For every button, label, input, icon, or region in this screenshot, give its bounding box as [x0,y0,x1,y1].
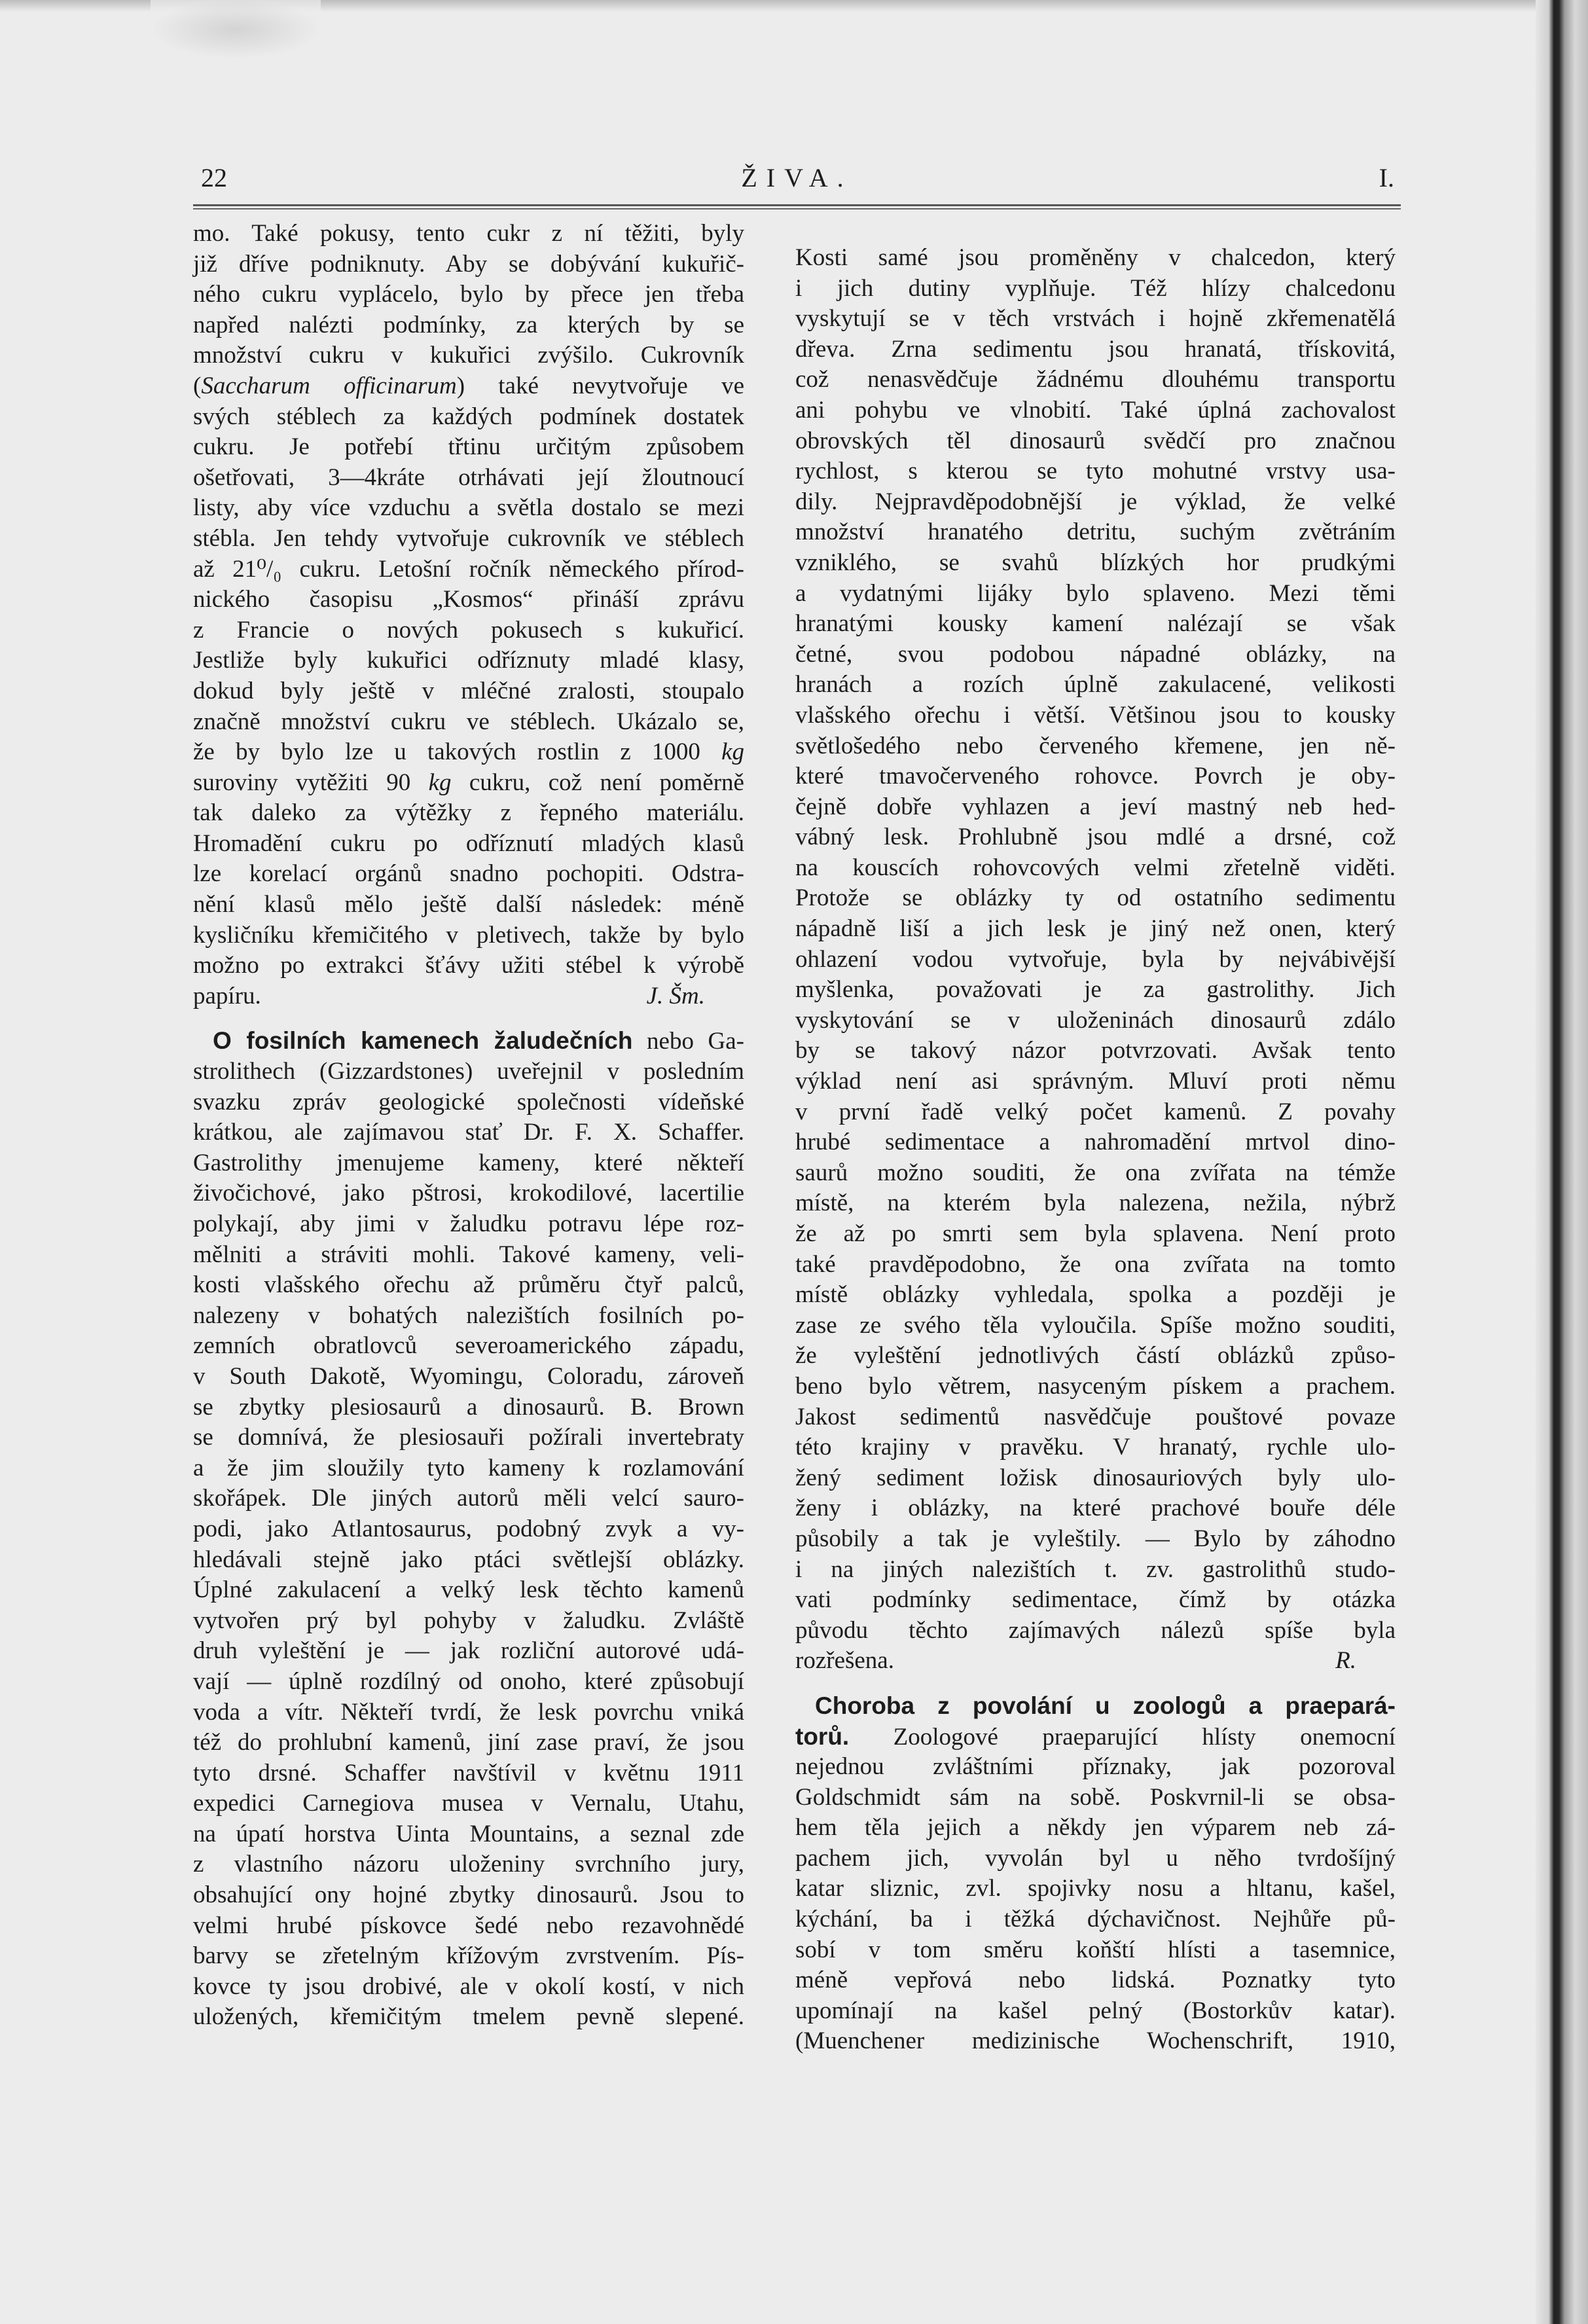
text-line: působily a tak je vyleštily. — Bylo by záhodno [795,1525,1396,1552]
text-line: vzniklého, se svahů blízkých hor prudkými [795,549,1396,576]
text-line: Úplné zakulacení a velký lesk těchto kamenů [193,1576,744,1604]
text-run: ) také nevytvořuje ve [456,372,745,399]
text-run: suroviny vytěžiti 90 [193,769,429,796]
text-line: mělniti a stráviti mohli. Takové kameny, veli- [193,1241,744,1268]
text-line: stébla. Jen tehdy vytvořuje cukrovník ve stéblech [193,524,744,552]
scan-smudge [151,0,321,59]
text-line: mo. Také pokusy, tento cukr z ní těžiti, byly [193,220,744,247]
text-line: strolithech (Gizzardstones) uveřejnil v posledním [193,1058,744,1085]
text-line: čejně dobře vyhlazen a jeví mastný neb hed- [795,793,1396,820]
text-line: vyskytování se v uloženinách dinosaurů zdálo [795,1006,1396,1034]
text-line: expedici Carnegiova musea v Vernalu, Utahu, [193,1790,744,1817]
text-run: rozřešena. [795,1647,894,1675]
text-line: Kosti samé jsou proměněny v chalcedon, který [795,244,1396,271]
text-line: zase ze svého těla vyloučila. Spíše možno souditi, [795,1311,1396,1339]
text-line: také pravděpodobno, že ona zvířata na tomto [795,1250,1396,1278]
text-line: vábný lesk. Prohlubně jsou mdlé a drsné, což [795,824,1396,851]
text-line: obsahující ony hojné zbytky dinosaurů. Jsou to [193,1881,744,1909]
text-line: Gastrolithy jmenujeme kameny, které někteří [193,1149,744,1176]
text-line: vytvořen prý byl pohyby v žaludku. Zvláště [193,1607,744,1634]
text-line: hledávali stejně jako ptáci světlejší oblázky. [193,1546,744,1573]
text-line: Protože se oblázky ty od ostatního sedimentu [795,884,1396,912]
text-line: lze korelací orgánů snadno pochopiti. Odstra- [193,860,744,888]
text-line: na úpatí horstva Uinta Mountains, a seznal zde [193,1820,744,1847]
text-line: skořápek. Dle jiných autorů měli velcí sauro- [193,1485,744,1512]
text-line: by se takový názor potvrzovati. Avšak tento [795,1037,1396,1064]
text-line: místě oblázky vyhledala, spolka a později je [795,1281,1396,1309]
text-line: v první řadě velký počet kamenů. Z povahy [795,1098,1396,1125]
text-line: druh vyleštění je — jak rozliční autorové udá- [193,1637,744,1665]
text-line: vyskytují se v těch vrstvách i hojně zkřemenatělá [795,305,1396,333]
page-number: 22 [201,163,227,192]
text-line: krátkou, ale zajímavou stať Dr. F. X. Schaffer. [193,1119,744,1146]
text-line: beno bylo větrem, nasyceným pískem a prachem. [795,1372,1396,1400]
text-line: se domnívá, že plesiosauři požírali invertebraty [193,1424,744,1451]
text-line: zemních obratlovců severoamerického západu, [193,1332,744,1360]
text-line: nického časopisu „Kosmos“ přináší zprávu [193,586,744,613]
text-line: nalezeny v bohatých nalezištích fosilních po- [193,1301,744,1329]
text-line: které tmavočerveného rohovce. Povrch je oby- [795,763,1396,790]
header-double-rule [193,204,1401,209]
scan-right-edge [1536,0,1588,2324]
text-line: značně množství cukru ve stéblech. Ukázalo se, [193,708,744,735]
italic-term: kg [428,769,452,796]
journal-title: ŽIVA. [741,163,853,192]
text-line: vlašského ořechu i větší. Většinou jsou to kousky [795,701,1396,729]
text-line: až 21⁰/₀ cukru. Letošní ročník německého přírod- [193,555,744,583]
text-line: voda a vítr. Někteří tvrdí, že lesk povrchu vniká [193,1698,744,1726]
text-run: papíru. [193,982,261,1009]
text-line [193,737,744,768]
text-line: světlošedého nebo červeného křemene, jen ně- [795,732,1396,759]
text-line: vají — úplně rozdílný od onoho, které způsobují [193,1667,744,1695]
article-heading: Choroba z povolání u zoologů a praepará- [815,1692,1396,1719]
text-line: a že jim sloužily tyto kameny k rozlamování [193,1454,744,1481]
article-heading: O fosilních kamenech žaludečních [213,1027,633,1055]
text-line: výklad není asi správným. Mluví proti němu [795,1068,1396,1095]
text-line: katar sliznic, zvl. spojivky nosu a hltanu, kašel, [795,1875,1396,1902]
text-line: též do prohlubní kamenů, jiní zase praví, že jsou [193,1729,744,1756]
text-line: což nenasvědčuje žádnému dlouhému transportu [795,366,1396,393]
text-line: nění klasů mělo ještě další následek: méně [193,891,744,918]
text-run: že by bylo lze u takových rostlin z 1000 [193,738,722,766]
text-line [795,1646,1396,1677]
text-line [193,981,744,1012]
text-line [795,1691,1396,1722]
text-run: nebo Ga- [632,1028,744,1055]
text-line: dokud byly ještě v mléčné zralosti, stoupalo [193,677,744,704]
text-line: četné, svou podobou nápadné oblázky, na [795,640,1396,668]
left-column [193,219,744,2033]
text-line: kysličníku křemičitého v pletivech, takže by bylo [193,921,744,949]
text-line: ohlazení vodou vytvořuje, byla by nejvábivější [795,945,1396,973]
text-line: uložených, křemičitým tmelem pevně slepené. [193,2003,744,2031]
text-line: a vydatnými lijáky bylo splaveno. Mezi těmi [795,579,1396,607]
text-line: Goldschmidt sám na sobě. Poskvrnil-li se obsa- [795,1783,1396,1811]
text-line: nápadně liší a jich lesk je jiný než onen, který [795,915,1396,943]
text-line: živočichové, jako pštrosi, krokodilové, lacertilie [193,1180,744,1207]
text-line: pachem jich, vyvolán byl u něho tvrdošíjný [795,1844,1396,1872]
text-line: kosti vlašského ořechu až průměru čtyř palců, [193,1271,744,1299]
text-line: svých stéblech za každých podmínek dostatek [193,403,744,430]
text-line: méně vepřová nebo lidská. Poznatky tyto [795,1967,1396,1994]
text-line: sobí v tom směru koňští hlísti a tasemnice, [795,1936,1396,1963]
article-heading: torů. [795,1722,850,1750]
text-line: i jich dutiny vyplňuje. Též hlízy chalcedonu [795,274,1396,302]
text-line: kýchání, ba i těžká dýchavičnost. Nejhůře pů- [795,1906,1396,1933]
right-column [795,243,1396,2057]
text-line: i na jiných nalezištích t. zv. gastrolithů studo- [795,1555,1396,1583]
text-line: žený sediment ložisk dinosauriových byly ulo- [795,1464,1396,1491]
text-line: hem těla jejich a někdy jen výparem neb zá- [795,1814,1396,1842]
text-line: ného cukru vyplácelo, bylo by přece jen třeba [193,281,744,308]
text-line: rychlost, s kterou se tyto mohutné vrstvy usa- [795,458,1396,485]
text-line [795,1722,1396,1752]
text-line: na kouscích rohovcových velmi zřetelně viděti. [795,854,1396,881]
italic-term: Saccharum officinarum [201,372,457,399]
text-line [193,1026,744,1057]
text-line: dily. Nejpravděpodobnější je výklad, že velké [795,488,1396,515]
text-line: původu těchto zajímavých nálezů spíše byla [795,1616,1396,1644]
text-line: místě, na kterém byla nalezena, nežila, nýbrž [795,1189,1396,1217]
italic-term: kg [721,738,744,766]
text-line: tyto drsné. Schaffer navštívil v květnu 1911 [193,1759,744,1787]
text-line: obrovských těl dinosaurů svědčí pro značnou [795,427,1396,454]
text-line: hranatými kousky kamení nalézají se však [795,610,1396,638]
text-run: ( [193,372,202,399]
text-line: polykají, aby jimi v žaludku potravu lépe roz- [193,1210,744,1237]
text-line: listy, aby více vzduchu a světla dostalo se mezi [193,494,744,522]
author-signature: R. [1335,1647,1356,1675]
text-line: cukru. Je potřebí třtinu určitým způsobem [193,433,744,461]
volume-number: I. [1379,163,1394,192]
text-line: tak daleko za výtěžky z řepného materiálu. [193,799,744,827]
text-line: této krajiny v pravěku. V hranatý, rychle ulo- [795,1434,1396,1461]
text-line: se zbytky plesiosaurů a dinosaurů. B. Brown [193,1393,744,1421]
text-run: cukru, což není poměrně [451,769,744,796]
text-line [193,371,744,402]
text-line: barvy se zřetelným křížovým zvrstvením. Pís- [193,1942,744,1970]
text-line: množství hranatého detritu, suchým zvětráním [795,518,1396,546]
text-line: saurů možno souditi, že ona zvířata na témže [795,1159,1396,1186]
text-line: možno po extrakci šťávy užiti stébel k výrobě [193,952,744,979]
text-line: již dříve podniknuty. Aby se dobývání kukuřič- [193,250,744,278]
text-line: myšlenka, považovati je za gastrolithy. Jich [795,976,1396,1004]
text-line: z vlastního názoru uloženiny svrchního jury, [193,1851,744,1878]
text-line: nejednou zvláštními příznaky, jak pozoroval [795,1753,1396,1781]
text-line: ženy i oblázky, na které prachové bouře déle [795,1495,1396,1522]
author-signature: J. Šm. [646,982,705,1009]
text-line: množství cukru v kukuřici zvýšilo. Cukrovník [193,342,744,369]
text-line: že až po smrti sem byla splavena. Není proto [795,1220,1396,1247]
text-run: Zoologové praeparující hlísty onemocní [849,1723,1396,1751]
text-line: Jakost sedimentů nasvědčuje pouštové povaze [795,1403,1396,1430]
text-line: (Muenchener medizinische Wochenschrift, 1910, [795,2027,1396,2055]
text-line: Hromadění cukru po odříznutí mladých klasů [193,829,744,857]
text-line: ošetřovati, 3—4kráte otrhávati její žloutnoucí [193,463,744,491]
running-header [193,162,1401,202]
text-line: Jestliže byly kukuřici odříznuty mladé klasy, [193,647,744,674]
text-line: dřeva. Zrna sedimentu jsou hranatá, třískovitá, [795,335,1396,363]
text-line: že vyleštění jednotlivých částí oblázků způso- [795,1342,1396,1370]
text-line: hranách a rozích úplně zakulacené, velikosti [795,671,1396,699]
text-line: vati podmínky sedimentace, čímž by otázka [795,1586,1396,1614]
text-line: kovce ty jsou drobivé, ale v okolí kostí, v nich [193,1972,744,2000]
text-line: z Francie o nových pokusech s kukuřicí. [193,616,744,644]
text-line: upomínají na kašel pelný (Bostorkův katar). [795,1997,1396,2024]
text-line [193,768,744,799]
text-line: hrubé sedimentace a nahromadění mrtvol dino- [795,1129,1396,1156]
text-line: napřed nalézti podmínky, za kterých by se [193,311,744,338]
text-line: velmi hrubé pískovce šedé nebo rezavohnědé [193,1912,744,1939]
text-line: svazku zpráv geologické společnosti vídeňské [193,1088,744,1116]
text-line: ani pohybu ve vlnobití. Také úplná zachovalost [795,396,1396,424]
text-line: v South Dakotě, Wyomingu, Coloradu, zároveň [193,1362,744,1390]
text-line: podi, jako Atlantosaurus, podobný zvyk a vy- [193,1515,744,1542]
